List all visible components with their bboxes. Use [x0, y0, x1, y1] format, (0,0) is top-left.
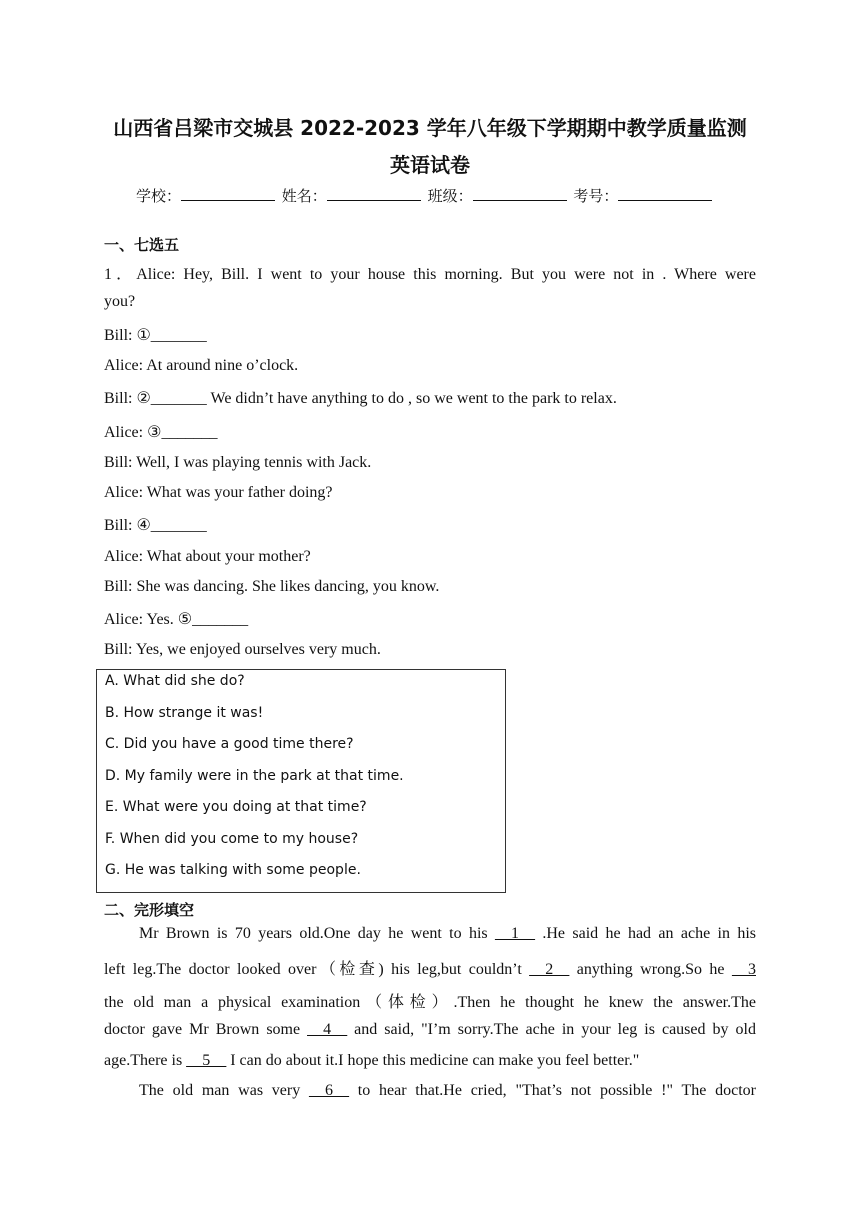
dialogue-line: Alice: What was your father doing? — [104, 484, 333, 501]
option-g: G. He was talking with some people. — [105, 862, 361, 878]
cloze-blank-4: __4__ — [307, 1021, 348, 1038]
cloze-blank-5: __5__ — [186, 1052, 227, 1069]
cloze-blank-3: __3 — [732, 961, 756, 978]
option-b: B. How strange it was! — [105, 705, 264, 721]
option-d: D. My family were in the park at that time. — [105, 768, 404, 784]
class-blank — [473, 186, 567, 201]
school-label: 学校： — [136, 187, 182, 205]
options-box — [96, 669, 506, 893]
option-f: F. When did you come to my house? — [105, 831, 359, 847]
cloze-blank-1: __1__ — [495, 925, 535, 942]
dialogue-line: Bill: She was dancing. She likes dancing, you know. — [104, 578, 440, 595]
exam-no-blank — [618, 186, 712, 201]
exam-title: 山西省吕梁市交城县 2022-2023 学年八年级下学期期中教学质量监测 — [113, 116, 747, 140]
option-c: C. Did you have a good time there? — [105, 736, 354, 752]
option-a: A. What did she do? — [105, 673, 245, 689]
dialogue-line: Bill: ④_______ — [104, 517, 207, 534]
dialogue-line: Alice: ③_______ — [104, 424, 218, 441]
exam-no-label: 考号： — [573, 187, 619, 205]
dialogue-line: Bill: Well, I was playing tennis with Jack. — [104, 454, 372, 471]
option-e: E. What were you doing at that time? — [105, 799, 367, 815]
cloze-line: doctor gave Mr Brown some __4__ and said, "I’m sorry.The ache in your leg is caused by old — [104, 1021, 756, 1038]
question-intro-line-1 — [104, 261, 756, 284]
cloze-line: Mr Brown is 70 years old.One day he went to his __1__ .He said he had an ache in his — [139, 925, 757, 942]
question-number: 1． — [104, 266, 137, 283]
cloze-blank-6: __6__ — [309, 1082, 350, 1099]
cloze-blank-2: __2__ — [529, 961, 570, 978]
class-label: 班级： — [427, 187, 473, 205]
dialogue-line: Bill: ①_______ — [104, 327, 207, 344]
cloze-line: left leg.The doctor looked over（检查) his leg,but couldn’t __2__ anything wrong.So he __3 — [104, 961, 756, 978]
school-blank — [181, 186, 275, 201]
name-label: 姓名： — [281, 187, 327, 205]
question-intro-text: Alice: Hey, Bill. I went to your house this morning. But you were not in . Where were — [136, 266, 756, 283]
name-blank — [327, 186, 421, 201]
student-info-row — [136, 185, 714, 206]
dialogue-line: Alice: What about your mother? — [104, 548, 311, 565]
question-intro-line-2: you? — [104, 293, 136, 310]
dialogue-line: Alice: At around nine o’clock. — [104, 357, 299, 374]
section-heading-1: 一、七选五 — [104, 236, 180, 254]
cloze-line: The old man was very __6__ to hear that.He cried, "That’s not possible !" The doctor — [139, 1082, 756, 1099]
dialogue-line: Alice: Yes. ⑤_______ — [104, 611, 249, 628]
section-heading-2: 二、完形填空 — [104, 901, 195, 919]
dialogue-line: Bill: ②_______ We didn’t have anything to do , so we went to the park to relax. — [104, 390, 617, 407]
cloze-line: the old man a physical examination（体检）.Then he thought he knew the answer.The — [104, 994, 756, 1011]
dialogue-line: Bill: Yes, we enjoyed ourselves very much. — [104, 641, 381, 658]
cloze-line: age.There is __5__ I can do about it.I hope this medicine can make you feel better." — [104, 1052, 640, 1069]
exam-subtitle: 英语试卷 — [390, 153, 470, 177]
